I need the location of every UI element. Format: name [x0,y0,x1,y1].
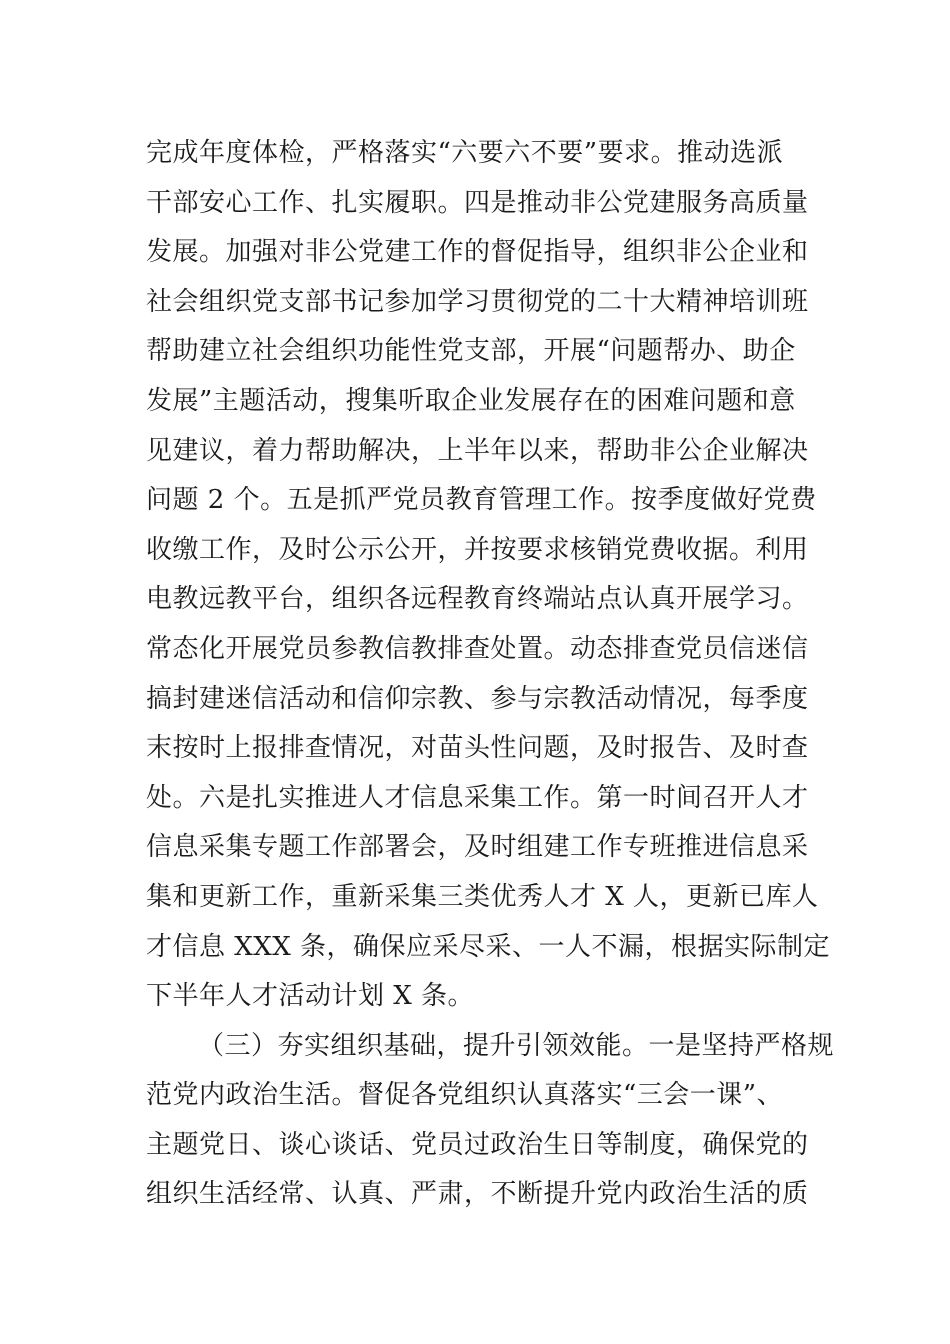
text-line: 组织生活经常、认真、严肃，不断提升党内政治生活的质 [146,1179,809,1210]
text-line: 常态化开展党员参教信教排查处置。动态排查党员信迷信 [146,633,809,664]
text-line: 搞封建迷信活动和信仰宗教、参与宗教活动情况，每季度 [146,683,809,714]
text-line: 下半年人才活动计划 X 条。 [146,981,475,1012]
text-line: 信息采集专题工作部署会，及时组建工作专班推进信息采 [146,832,809,863]
text-line: 见建议，着力帮助解决，上半年以来，帮助非公企业解决 [146,435,809,466]
text-line: 问题 2 个。五是抓严党员教育管理工作。按季度做好党费 [146,485,817,516]
text-line: 发展”主题活动，搜集听取企业发展存在的困难问题和意 [146,385,796,416]
text-line: 主题党日、谈心谈话、党员过政治生日等制度，确保党的 [146,1129,809,1160]
text-line: 完成年度体检，严格落实“六要六不要”要求。推动选派 [146,138,784,168]
text-line: 干部安心工作、扎实履职。四是推动非公党建服务高质量 [146,187,809,218]
text-line: 集和更新工作，重新采集三类优秀人才 X 人，更新已库人 [146,881,819,912]
text-line: 社会组织党支部书记参加学习贯彻党的二十大精神培训班 [146,286,809,317]
text-line: 才信息 XXX 条，确保应采尽采、一人不漏，根据实际制定 [146,931,831,962]
text-line: 收缴工作，及时公示公开，并按要求核销党费收据。利用 [146,534,809,565]
text-line: 末按时上报排查情况，对苗头性问题，及时报告、及时查 [146,733,809,764]
text-line: 发展。加强对非公党建工作的督促指导，组织非公企业和 [146,237,809,268]
body-text [146,129,835,1220]
text-line: 范党内政治生活。督促各党组织认真落实“三会一课”、 [146,1080,784,1111]
text-line: 电教远教平台，组织各远程教育终端站点认真开展学习。 [146,584,809,615]
section-heading-line: （三）夯实组织基础，提升引领效能。一是坚持严格规 [198,1030,835,1061]
text-line: 帮助建立社会组织功能性党支部，开展“问题帮办、助企 [146,336,796,367]
text-line: 处。六是扎实推进人才信息采集工作。第一时间召开人才 [146,782,809,813]
